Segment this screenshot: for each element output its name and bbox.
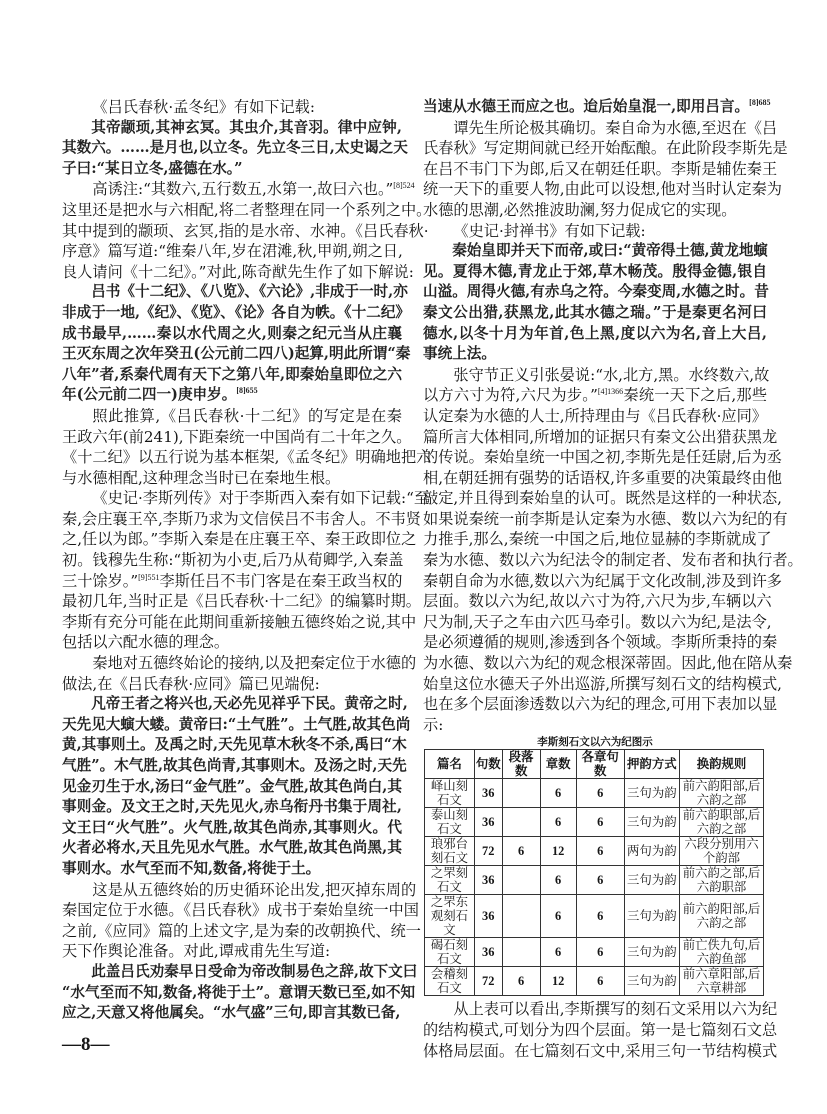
text-line: 应之,天意又将他属矣。“水气盛”三句,即言其数已备,	[62, 1004, 401, 1022]
block-quote	[62, 962, 418, 1024]
left-column	[62, 97, 432, 1024]
text-line: 成书最早,……秦以水代周之火,则秦之纪元当从庄襄	[62, 324, 402, 342]
text-line: 包括以六配水德的理念。	[62, 633, 230, 652]
line-text: 李斯任吕不韦门客是在秦王政当权的	[159, 571, 403, 590]
table-cell: 6	[502, 837, 540, 866]
line-text: 以方六寸为符,六尺为步。”	[423, 386, 598, 405]
citation-superscript: [9]551	[138, 572, 160, 582]
right-column-text	[423, 97, 803, 735]
column-header: 各章句数	[576, 750, 624, 779]
table-cell	[502, 808, 540, 837]
table-cell: 12	[540, 967, 576, 996]
text-line: 照此推算,《吕氏春秋·十二纪》的写定是在秦	[92, 406, 402, 425]
table-cell: 前六韵之部,后六韵职部	[679, 866, 763, 895]
text-line	[423, 385, 767, 406]
table-cell: 三句为韵	[624, 938, 679, 967]
page-number: —8—	[62, 1034, 110, 1055]
block-quote	[423, 97, 771, 118]
text-line: 秦国定位于水德。《吕氏春秋》成书于秦始皇统一中国	[62, 901, 419, 920]
table-cell: 之罘刻石文	[425, 866, 475, 895]
text-line: 德水,以冬十月为年首,色上黑,度以六为名,音上大吕,	[423, 324, 767, 342]
text-line: 事则水。水气至而不知,数备,将徙于土。	[62, 859, 321, 877]
table-cell: 36	[474, 779, 502, 808]
paragraph	[62, 179, 432, 282]
table-cell: 碣石刻石文	[425, 938, 475, 967]
text-line: 层面。数以六为纪,故以六寸为符,六尺为步,车辆以六	[423, 592, 772, 611]
block-quote	[62, 694, 411, 879]
text-line: 敲定,并且得到秦始皇的认可。既然是这样的一种状态,	[423, 489, 782, 508]
line-text: 高诱注:“其数六,五行数五,水第一,故曰六也。”	[92, 180, 394, 199]
table-cell: 6	[540, 895, 576, 938]
table-cell: 6	[540, 808, 576, 837]
text-line: 在吕不韦门下为郎,后又在朝廷任职。李斯是辅佐秦王	[423, 159, 778, 178]
text-line: 李斯有充分可能在此期间重新接触五德终始之说,其中	[62, 612, 417, 631]
text-line: 水德的思潮,必然推波助澜,努力促成它的实现。	[423, 200, 737, 219]
citation-superscript: [8]685	[749, 98, 771, 107]
text-line: 文王曰“火气胜”。火气胜,故其色尚赤,其事则火。代	[62, 818, 402, 836]
table-cell: 琅邪台刻石文	[425, 837, 475, 866]
table-row	[425, 967, 764, 996]
text-line: 非成于一地,《纪》、《览》、《论》各自为帙。《十二纪》	[62, 303, 411, 321]
column-header: 章数	[540, 750, 576, 779]
table-cell: 会稽刻石文	[425, 967, 475, 996]
text-line: 此盖吕氏劝秦早日受命为帝改制易色之辞,故下文曰	[91, 962, 418, 980]
text-line: 事统上法。	[423, 345, 496, 363]
column-header: 押韵方式	[624, 750, 679, 779]
after-table-text	[423, 999, 778, 1061]
table-cell: 6	[576, 779, 624, 808]
column-header: 句数	[474, 750, 502, 779]
paragraph	[423, 365, 803, 736]
column-header: 换韵规则	[679, 750, 763, 779]
block-quote	[423, 241, 767, 365]
line-text: 秦统一天下之后,那些	[623, 386, 768, 405]
text-line: 与水德相配,这种理念当时已在秦地生根。	[62, 468, 341, 487]
text-line: 最初几年,当时正是《吕氏春秋·十二纪》的编纂时期。	[62, 592, 421, 611]
text-line: 天下作舆论准备。对此,谭戒甫先生写道:	[62, 942, 331, 961]
table-cell	[502, 779, 540, 808]
text-line	[423, 97, 771, 118]
stone-inscription-table	[424, 749, 764, 996]
table-cell: 36	[474, 808, 502, 837]
text-line: 秦,会庄襄王卒,李斯乃求为文信侯吕不韦舍人。不韦贤	[62, 509, 421, 528]
paragraph	[423, 221, 767, 242]
text-line: 《史记·李斯列传》对于李斯西入秦有如下记载:“至	[92, 489, 430, 508]
table-cell: 三句为韵	[624, 808, 679, 837]
paragraph	[62, 653, 417, 694]
table-row	[425, 866, 764, 895]
table-cell: 36	[474, 866, 502, 895]
text-line: 子曰:“某日立冬,盛德在水。”	[62, 159, 243, 177]
right-column	[423, 97, 803, 1061]
text-line: 之前,《应同》篇的上述文字,是为秦的改朝换代、统一	[62, 921, 421, 940]
table-cell: 6	[502, 967, 540, 996]
text-line	[62, 571, 402, 592]
text-line: 之,任以为郎。”李斯入秦是在庄襄王卒、秦王政即位之	[62, 530, 417, 549]
table-cell: 6	[540, 779, 576, 808]
text-line: 八年”者,系秦代周有天下之第八年,即秦始皇即位之六	[62, 365, 402, 383]
line-text: 当速从水德王而应之也。迨后始皇混一,即用吕言。	[423, 98, 750, 115]
paragraph	[62, 97, 402, 118]
text-line: 如果说秦统一前李斯是认定秦为水德、数以六为纪的有	[423, 509, 788, 528]
table-title: 李斯刻石文以六为纪图示	[537, 736, 653, 749]
table-cell: 6	[540, 866, 576, 895]
text-line: 黄,其事则土。及禹之时,天先见草木秋冬不杀,禹曰“木	[62, 736, 407, 754]
column-header: 篇名	[425, 750, 475, 779]
text-line: 良人请问《十二纪》。”对此,陈奇猷先生作了如下解说:	[62, 262, 414, 281]
table-cell: 六段分别用六个韵部	[679, 837, 763, 866]
table-cell: 72	[474, 967, 502, 996]
table-cell: 三句为韵	[624, 779, 679, 808]
text-line: 做法,在《吕氏春秋·应同》篇已见端倪:	[62, 674, 320, 693]
text-line: 示:	[423, 715, 444, 734]
table-row	[425, 779, 764, 808]
text-line: 《吕氏春秋·孟冬纪》有如下记载:	[92, 98, 315, 116]
text-line: 事则金。及文王之时,天先见火,赤乌衔丹书集于周社,	[62, 798, 402, 816]
citation-superscript: [4]1366	[597, 387, 624, 397]
table-row	[425, 938, 764, 967]
table-cell: 前六韵阳部,后六韵之部	[679, 779, 763, 808]
text-line: 凡帝王者之将兴也,天必先见祥乎下民。黄帝之时,	[91, 695, 408, 713]
text-line: 体格局层面。在七篇刻石文中,采用三句一节结构模式	[423, 1041, 778, 1060]
table-cell: 6	[576, 895, 624, 938]
text-line: 火者必将水,天且先见水气胜。水气胜,故其色尚黑,其	[62, 839, 402, 857]
text-line: 张守节正义引张晏说:“水,北方,黑。水终数六,故	[453, 365, 770, 384]
table-cell: 前亡佚九句,后六韵鱼部	[679, 938, 763, 967]
text-line: 初。钱穆先生称:“斯初为小吏,后乃从荀卿学,入秦盖	[62, 551, 404, 570]
paragraph	[62, 488, 430, 653]
text-line: 这里还是把水与六相配,将二者整理在同一个系列之中。	[62, 200, 432, 219]
citation-superscript: [8]524	[393, 181, 415, 191]
table-cell: 6	[576, 837, 624, 866]
table-cell	[502, 938, 540, 967]
text-line: 其数六。……是月也,以立冬。先立冬三日,太史谒之天	[62, 139, 408, 157]
table-cell: 6	[540, 938, 576, 967]
text-line: 谭先生所论极其确切。秦自命为水德,至迟在《吕	[453, 118, 778, 137]
text-line: 其中提到的颛顼、玄冥,指的是水帝、水神。《吕氏春秋·	[62, 221, 429, 240]
text-line: 《史记·封禅书》有如下记载:	[453, 221, 646, 240]
block-quote	[62, 118, 408, 180]
table-header-row	[425, 750, 764, 779]
table-row	[425, 895, 764, 938]
text-line: 见。夏得木德,青龙止于郊,草木畅茂。殷得金德,银自	[423, 262, 767, 280]
paragraph	[62, 880, 421, 962]
text-line: 《十二纪》以五行说为基本框架,《孟冬纪》明确地把六	[62, 448, 432, 467]
table-cell: 前六韵阳部,后六韵之部	[679, 895, 763, 938]
text-line: 王灭东周之次年癸丑(公元前二四八)起算,明此所谓“秦	[62, 345, 411, 363]
text-line: 气胜”。木气胜,故其色尚青,其事则木。及汤之时,天先	[62, 757, 407, 774]
table-cell	[502, 895, 540, 938]
table-cell: 6	[576, 866, 624, 895]
text-line: 天先见大螾大蝼。黄帝曰:“土气胜”。土气胜,故其色尚	[62, 715, 411, 733]
table-cell: 12	[540, 837, 576, 866]
table-cell: 峄山刻石文	[425, 779, 475, 808]
text-line: 秦为水德、数以六为纪法令的制定者、发布者和执行者。	[423, 551, 803, 570]
block-quote	[62, 282, 411, 406]
text-line: 从上表可以看出,李斯撰写的刻石文采用以六为纪	[453, 1000, 778, 1019]
table-cell: 6	[576, 808, 624, 837]
text-line: 相,在朝廷拥有强势的话语权,许多重要的决策最终由他	[423, 468, 782, 487]
table-cell: 前六章阳部,后六章耕部	[679, 967, 763, 996]
text-line: 秦文公出猎,获黑龙,此其水德之瑞。”于是秦更名河曰	[423, 303, 767, 321]
text-line: 秦朝自命为水德,数以六为纪属于文化改制,涉及到许多	[423, 571, 782, 590]
text-line: 氏春秋》写定期间就已经开始酝酿。在此阶段李斯先是	[423, 139, 788, 158]
text-line: 秦始皇即并天下而帝,或曰:“黄帝得土德,黄龙地螾	[452, 242, 769, 260]
line-text: 年(公元前二四一)庚申岁。	[62, 386, 237, 404]
text-line: 统一天下的重要人物,由此可以设想,他对当时认定秦为	[423, 180, 782, 199]
text-line: 也在多个层面渗透数以六为纪的理念,可用下表加以显	[423, 695, 778, 714]
table-cell: 三句为韵	[624, 866, 679, 895]
table-row	[425, 808, 764, 837]
text-line	[62, 179, 415, 200]
table-cell: 36	[474, 938, 502, 967]
paragraph	[423, 999, 778, 1061]
text-line	[62, 385, 402, 406]
text-line: 秦地对五德终始论的接纳,以及把秦定位于水德的	[92, 654, 417, 673]
column-header: 段落数	[502, 750, 540, 779]
text-line: 尺为制,天子之车由六匹马牵引。数以六为纪,是法令,	[423, 612, 772, 631]
text-line: 的结构模式,可划分为四个层面。第一是七篇刻石文总	[423, 1021, 778, 1039]
citation-superscript: [8]655	[236, 386, 258, 396]
table-cell: 72	[474, 837, 502, 866]
text-line: 王政六年(前241),下距秦统一中国尚有二十年之久。	[62, 427, 412, 446]
table-cell: 之罘东观刻石文	[425, 895, 475, 938]
table-cell: 两句为韵	[624, 837, 679, 866]
table-cell: 前六韵职部,后六韵之部	[679, 808, 763, 837]
text-line: 是必须遵循的规则,渗透到各个领域。李斯所秉持的秦	[423, 633, 778, 652]
paragraph	[62, 406, 432, 488]
text-line: 其帝颛顼,其神玄冥。其虫介,其音羽。律中应钟,	[91, 118, 402, 136]
text-line: 为水德、数以六为纪的观念根深蒂固。因此,他在陪从秦	[423, 654, 793, 673]
table-row	[425, 837, 764, 866]
text-line: “水气至而不知,数备,将徙于土”。意谓天数已至,如不知	[62, 983, 416, 1001]
text-line: 序意》篇写道:“维秦八年,岁在涒滩,秋,甲朔,朔之日,	[62, 242, 403, 261]
text-line: 这是从五德终始的历史循环论出发,把灭掉东周的	[92, 880, 417, 899]
text-line: 见金刃生于水,汤曰“金气胜”。金气胜,故其色尚白,其	[62, 777, 402, 795]
text-line: 力推手,那么,秦统一中国之后,地位显赫的李斯就成了	[423, 530, 772, 549]
table-cell: 36	[474, 895, 502, 938]
text-line: 吕书《十二纪》、《八览》、《六论》,非成于一时,亦	[91, 283, 408, 301]
table-cell: 6	[576, 967, 624, 996]
line-text: 三十馀岁。”	[62, 571, 139, 590]
table-cell: 三句为韵	[624, 895, 679, 938]
text-line: 山溢。周得火德,有赤乌之符。今秦变周,水德之时。昔	[423, 283, 769, 301]
table-cell	[502, 866, 540, 895]
text-line: 篇所言大体相同,所增加的证据只有秦文公出猎获黑龙	[423, 427, 778, 446]
table-cell: 6	[576, 938, 624, 967]
text-line: 认定秦为水德的人士,所持理由与《吕氏春秋·应同》	[423, 406, 767, 425]
text-line: 始皇这位水德天子外出巡游,所撰写刻石文的结构模式,	[423, 674, 782, 693]
paragraph	[423, 118, 788, 221]
table-cell: 三句为韵	[624, 967, 679, 996]
text-line: 的传说。秦始皇统一中国之初,李斯先是任廷尉,后为丞	[423, 448, 782, 467]
table-cell: 泰山刻石文	[425, 808, 475, 837]
